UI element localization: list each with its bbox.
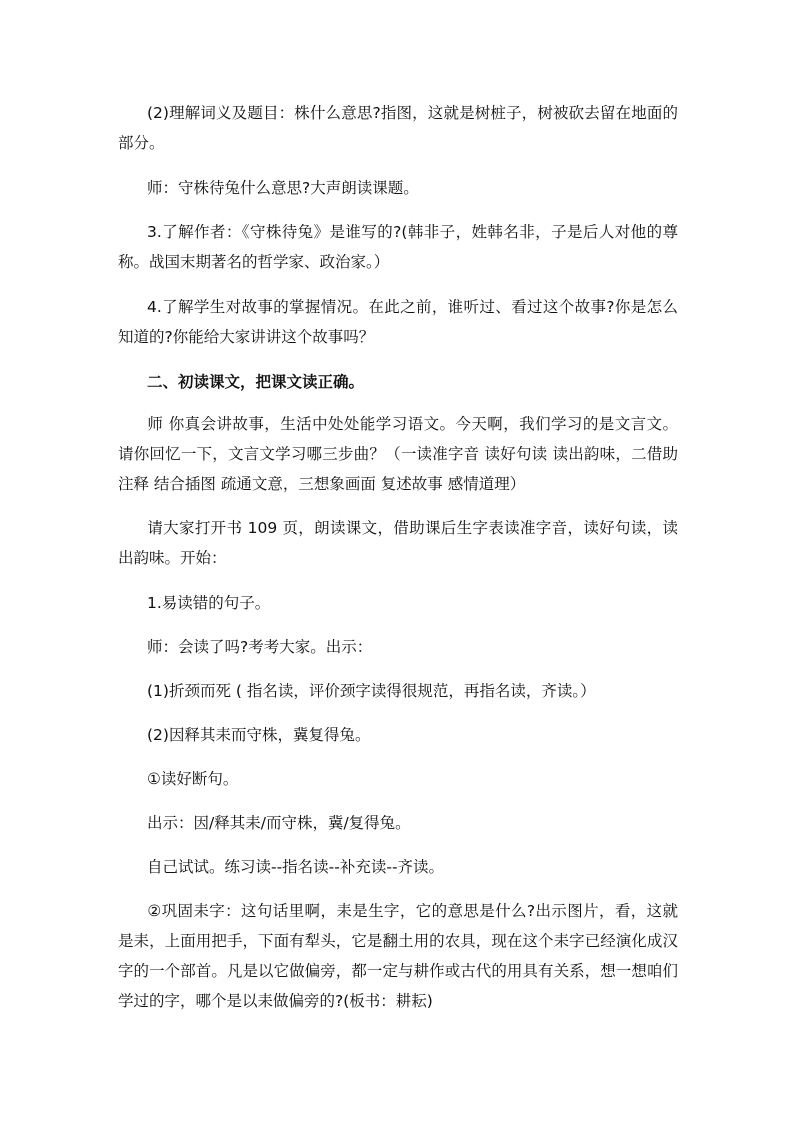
paragraph-sentence-1 <box>118 676 678 706</box>
paragraph-practice <box>118 852 678 882</box>
paragraph-story-knowledge <box>118 292 678 352</box>
paragraph-word-meaning <box>118 98 678 158</box>
paragraph-read-pause <box>118 764 678 794</box>
paragraph-text: ①读好断句。 <box>147 770 239 788</box>
paragraph-text: 1.易读错的句子。 <box>147 594 271 612</box>
paragraph-teacher-test <box>118 632 678 662</box>
heading-text: 二、初读课文，把课文读正确。 <box>147 373 365 391</box>
paragraph-text: ②巩固耒字：这句话里啊，耒是生字，它的意思是什么?出示图片，看，这就是耒，上面用把手，下面有犁头，它是翻土用的农具，现在这个耒字已经演化成汉字的一个部首。凡是以它做偏旁，都一定与耕作或古代的用具有关系，想一想咱们学过的字，哪个是以耒做偏旁的?(板书：耕耘) <box>118 902 678 1010</box>
paragraph-text: (2)理解词义及题目：株什么意思?指图，这就是树桩子，树被砍去留在地面的部分。 <box>118 104 678 152</box>
paragraph-text: 师：守株待兔什么意思?大声朗读课题。 <box>147 179 419 197</box>
paragraph-show-pause <box>118 808 678 838</box>
paragraph-text: (2)因释其耒而守株，冀复得兔。 <box>147 726 371 744</box>
paragraph-text: 师 你真会讲故事，生活中处处能学习语文。今天啊，我们学习的是文言文。请你回忆一下，文言文学习哪三步曲？（一读准字音 读好句读 读出韵味，二借助注释 结合插图 疏通文意，三想象画面 复述故事 感情道理） <box>118 415 678 493</box>
paragraph-hard-sentences <box>118 588 678 618</box>
paragraph-text: 师：会读了吗?考考大家。出示： <box>147 638 373 656</box>
paragraph-text: 自己试试。练习读--指名读--补充读--齐读。 <box>147 858 445 876</box>
paragraph-open-book <box>118 513 678 573</box>
paragraph-sentence-2 <box>118 720 678 750</box>
paragraph-text: 4.了解学生对故事的掌握情况。在此之前，谁听过、看过这个故事?你是怎么知道的?你能给大家讲讲这个故事吗？ <box>118 298 678 346</box>
paragraph-classical-steps <box>118 409 678 499</box>
paragraph-author <box>118 217 678 277</box>
paragraph-text: 出示：因/释其耒/而守株，冀/复得兔。 <box>147 814 411 832</box>
paragraph-text: (1)折颈而死 ( 指名读，评价颈字读得很规范，再指名读，齐读。） <box>147 682 596 700</box>
section-heading <box>118 367 678 397</box>
paragraph-text: 请大家打开书 109 页，朗读课文，借助课后生字表读准字音，读好句读，读出韵味。开始： <box>118 519 678 567</box>
paragraph-text: 3.了解作者：《守株待兔》是谁写的?(韩非子，姓韩名非，子是后人对他的尊称。战国末期著名的哲学家、政治家。） <box>118 223 678 271</box>
paragraph-teacher-title <box>118 173 678 203</box>
paragraph-lei-character <box>118 896 678 1016</box>
